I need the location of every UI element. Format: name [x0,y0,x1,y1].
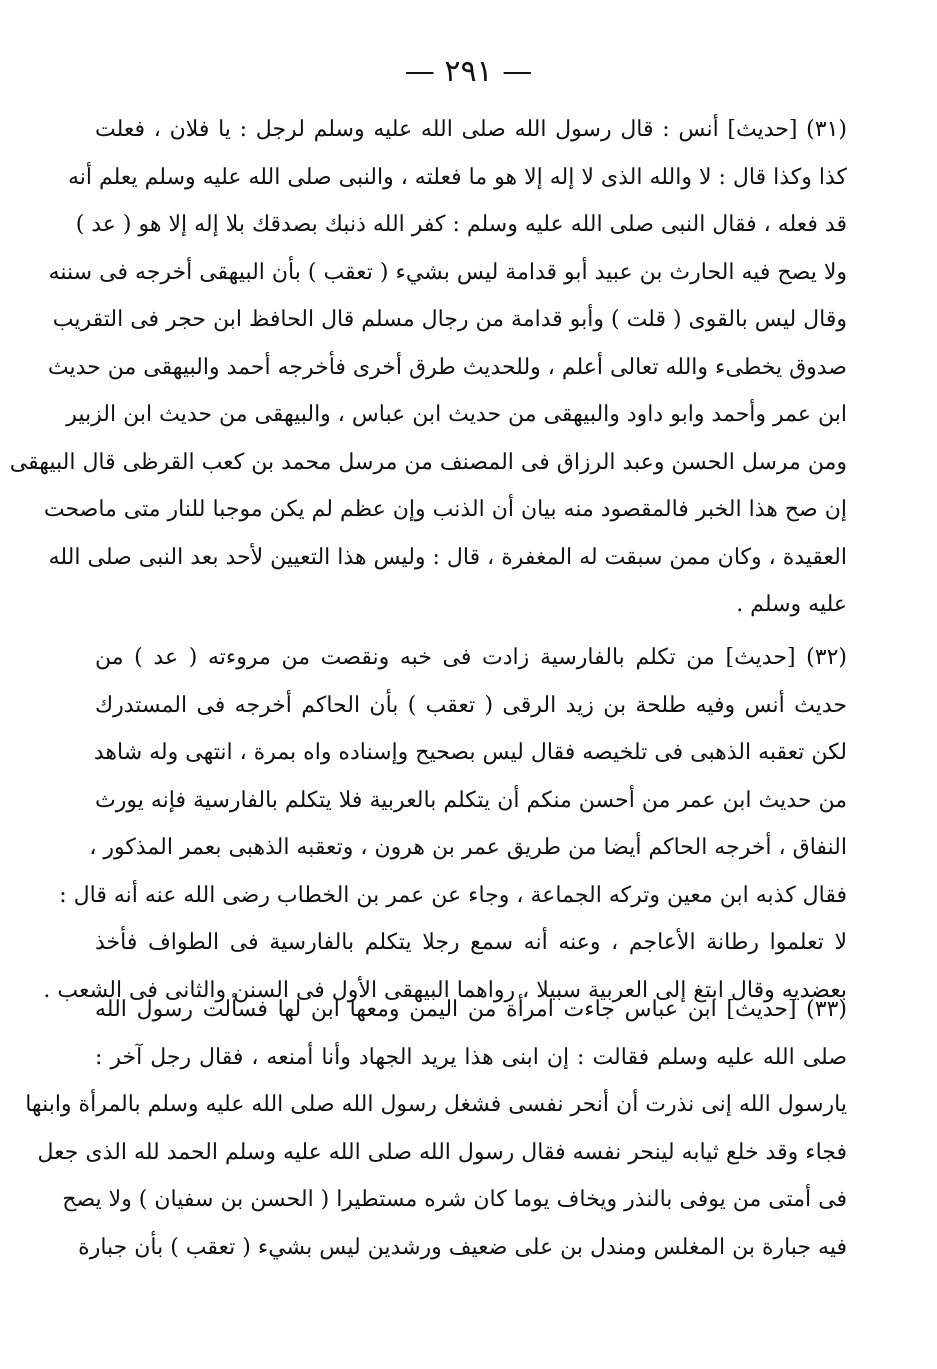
text-line: عليه وسلم . [736,592,847,617]
paragraph-31 [9,106,847,629]
text-line: صلى الله عليه وسلم فقالت : إن ابنى هذا يريد الجهاد وأنا أمنعه ، فقال رجل آخر : [95,1044,847,1070]
paragraph-33 [25,986,847,1271]
text-line: (٣٢) [حديث] من تكلم بالفارسية زادت فى خبه ونقصت من مروءته ( عد ) من [95,645,847,670]
text-line: لكن تعقبه الذهبى فى تلخيصه فقال ليس بصحيح وإسناده واه بمرة ، انتهى وله شاهد [93,740,847,765]
text-line: وقال ليس بالقوى ( قلت ) وأبو قدامة من رجال مسلم قال الحافظ ابن حجر فى التقريب [52,307,847,332]
text-line: إن صح هذا الخبر فالمقصود منه بيان أن الذنب وإن عظم لم يكن موجبا للنار متى ماصحت [43,497,847,522]
text-line: حديث أنس وفيه طلحة بن زيد الرقى ( تعقب ) بأن الحاكم أخرجه فى المستدرك [95,692,847,718]
text-line: صدوق يخطىء والله تعالى أعلم ، وللحديث طرق أخرى فأخرجه أحمد والبيهقى من حديث [47,354,847,380]
text-line: ومن مرسل الحسن وعبد الرزاق فى المصنف من مرسل محمد بن كعب القرظى قال البيهقى [9,449,847,475]
text-line: ابن عمر وأحمد وابو داود والبيهقى من حديث ابن عباس ، والبيهقى من حديث ابن الزبير [66,402,847,427]
text-line: بعضديه وقال ابتغ إلى العربية سبيلا ، رواهما البيهقى الأول فى السنن والثانى فى الشعب . [43,977,847,1003]
text-line: ولا يصح فيه الحارث بن عبيد أبو قدامة ليس بشيء ( تعقب ) بأن البيهقى أخرجه فى سننه [48,259,847,285]
text-line: فجاء وقد خلع ثيابه لينحر نفسه فقال رسول الله صلى الله عليه وسلم الحمد لله الذى جعل [37,1139,847,1165]
text-line: العقيدة ، وكان ممن سبقت له المغفرة ، قال : وليس هذا التعيين لأحد بعد النبى صلى الله [48,544,847,570]
text-line: (٣٣) [حديث] ابن عباس جاءت امرأة من اليمن ومعها ابن لها فسألت رسول الله [95,997,847,1022]
text-line: قد فعله ، فقال النبى صلى الله عليه وسلم : كفر الله ذنبك بصدقك بلا إله إلا هو ( عد ) [75,212,847,237]
paragraph-32 [43,634,847,1014]
page-number: — ٢٩١ — [404,54,533,89]
text-line: كذا وكذا قال : لا والله الذى لا إله إلا هو ما فعلته ، والنبى صلى الله عليه وسلم يعلم أنه [67,164,847,190]
text-line: فى أمتى من يوفى بالنذر ويخاف يوما كان شره مستطيرا ( الحسن بن سفيان ) ولا يصح [62,1187,847,1212]
text-line: النفاق ، أخرجه الحاكم أيضا من طريق عمر بن هرون ، وتعقبه الذهبى بعمر المذكور ، [89,835,847,860]
text-line: يارسول الله إنى نذرت أن أنحر نفسى فشغل رسول الله صلى الله عليه وسلم بالمرأة وابنها [25,1092,847,1117]
text-line: لا تعلموا رطانة الأعاجم ، وعنه أنه سمع رجلا يتكلم بالفارسية فى الطواف فأخذ [95,930,847,955]
text-line: (٣١) [حديث] أنس : قال رسول الله صلى الله عليه وسلم لرجل : يا فلان ، فعلت [95,117,847,142]
text-line: فيه جبارة بن المغلس ومندل بن على ضعيف ورشدين ليس بشيء ( تعقب ) بأن جبارة [78,1234,847,1260]
text-line: فقال كذبه ابن معين وتركه الجماعة ، وجاء عن عمر بن الخطاب رضى الله عنه أنه قال : [59,882,847,908]
text-line: من حديث ابن عمر من أحسن منكم أن يتكلم بالعربية فلا يتكلم بالفارسية فإنه يورث [95,787,847,813]
